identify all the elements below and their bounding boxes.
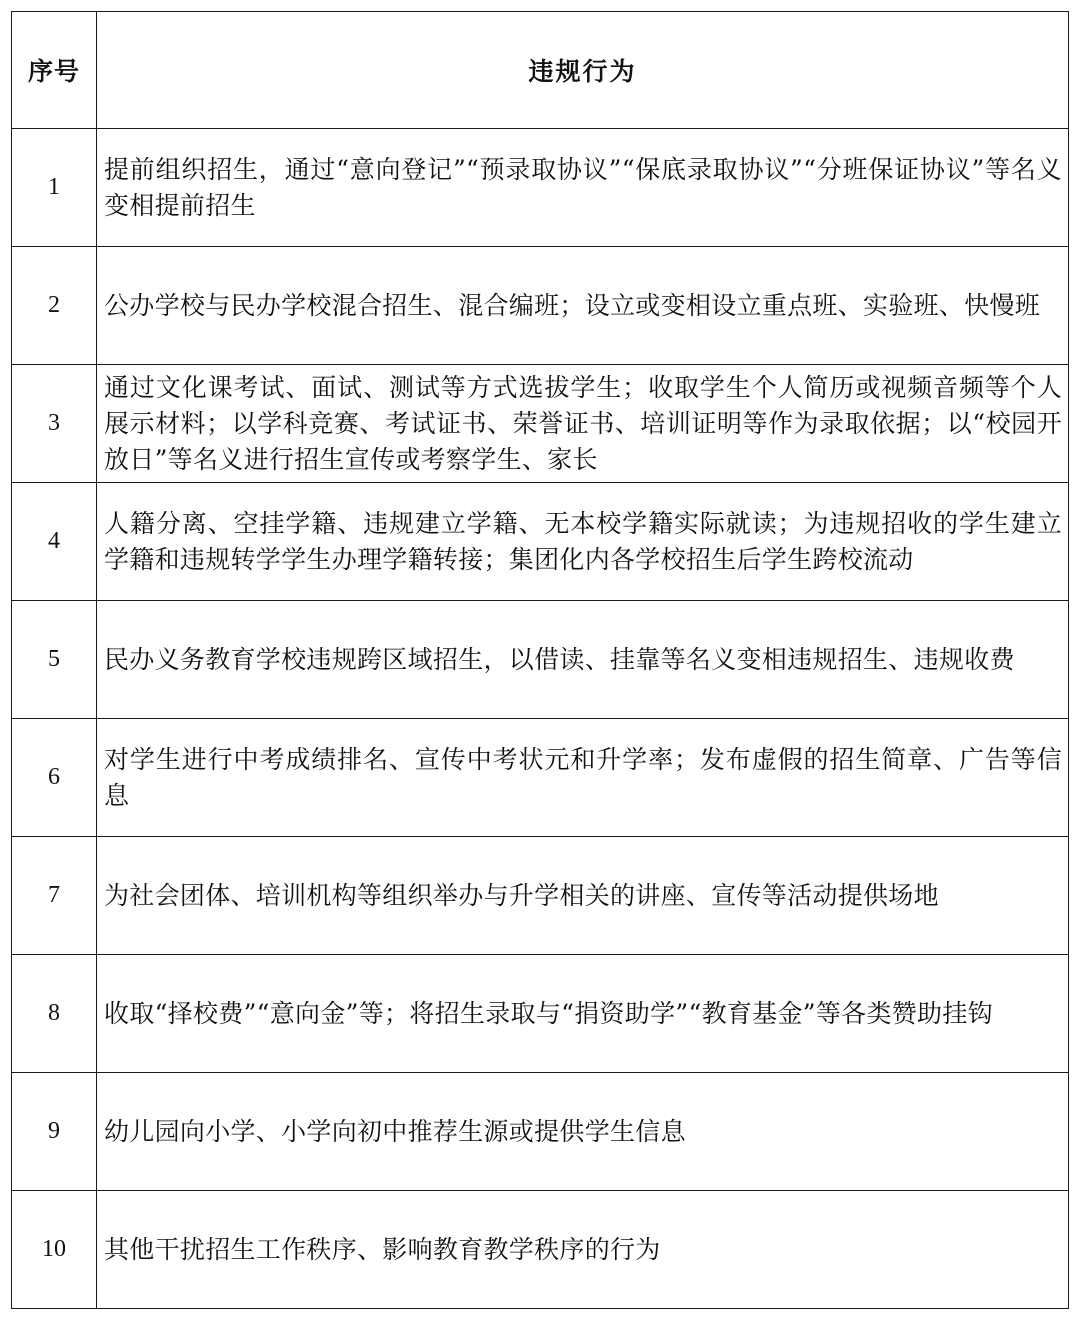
row-description: 对学生进行中考成绩排名、宣传中考状元和升学率；发布虚假的招生简章、广告等信息 bbox=[97, 719, 1069, 837]
table-row bbox=[12, 483, 1069, 601]
table-row bbox=[12, 365, 1069, 483]
header-violation-behavior: 违规行为 bbox=[97, 12, 1069, 129]
row-description: 为社会团体、培训机构等组织举办与升学相关的讲座、宣传等活动提供场地 bbox=[97, 837, 1069, 955]
row-description: 其他干扰招生工作秩序、影响教育教学秩序的行为 bbox=[97, 1191, 1069, 1309]
table-row bbox=[12, 719, 1069, 837]
row-number: 7 bbox=[12, 837, 97, 955]
table-row bbox=[12, 247, 1069, 365]
row-number: 6 bbox=[12, 719, 97, 837]
row-number: 3 bbox=[12, 365, 97, 483]
row-description: 公办学校与民办学校混合招生、混合编班；设立或变相设立重点班、实验班、快慢班 bbox=[97, 247, 1069, 365]
row-number: 5 bbox=[12, 601, 97, 719]
table-row bbox=[12, 1191, 1069, 1309]
table-row bbox=[12, 837, 1069, 955]
row-description: 幼儿园向小学、小学向初中推荐生源或提供学生信息 bbox=[97, 1073, 1069, 1191]
table-row bbox=[12, 129, 1069, 247]
violations-table bbox=[11, 11, 1069, 1309]
row-number: 9 bbox=[12, 1073, 97, 1191]
row-number: 2 bbox=[12, 247, 97, 365]
table-row bbox=[12, 1073, 1069, 1191]
row-number: 10 bbox=[12, 1191, 97, 1309]
row-description: 收取“择校费”“意向金”等；将招生录取与“捐资助学”“教育基金”等各类赞助挂钩 bbox=[97, 955, 1069, 1073]
table-row bbox=[12, 955, 1069, 1073]
row-number: 8 bbox=[12, 955, 97, 1073]
row-description: 提前组织招生，通过“意向登记”“预录取协议”“保底录取协议”“分班保证协议”等名义变相提前招生 bbox=[97, 129, 1069, 247]
row-description: 通过文化课考试、面试、测试等方式选拔学生；收取学生个人简历或视频音频等个人展示材料；以学科竞赛、考试证书、荣誉证书、培训证明等作为录取依据；以“校园开放日”等名义进行招生宣传或考察学生、家长 bbox=[97, 365, 1069, 483]
row-number: 1 bbox=[12, 129, 97, 247]
table-row bbox=[12, 601, 1069, 719]
header-serial-number: 序号 bbox=[12, 12, 97, 129]
row-description: 人籍分离、空挂学籍、违规建立学籍、无本校学籍实际就读；为违规招收的学生建立学籍和违规转学学生办理学籍转接；集团化内各学校招生后学生跨校流动 bbox=[97, 483, 1069, 601]
table-header-row bbox=[12, 12, 1069, 129]
row-number: 4 bbox=[12, 483, 97, 601]
row-description: 民办义务教育学校违规跨区域招生，以借读、挂靠等名义变相违规招生、违规收费 bbox=[97, 601, 1069, 719]
